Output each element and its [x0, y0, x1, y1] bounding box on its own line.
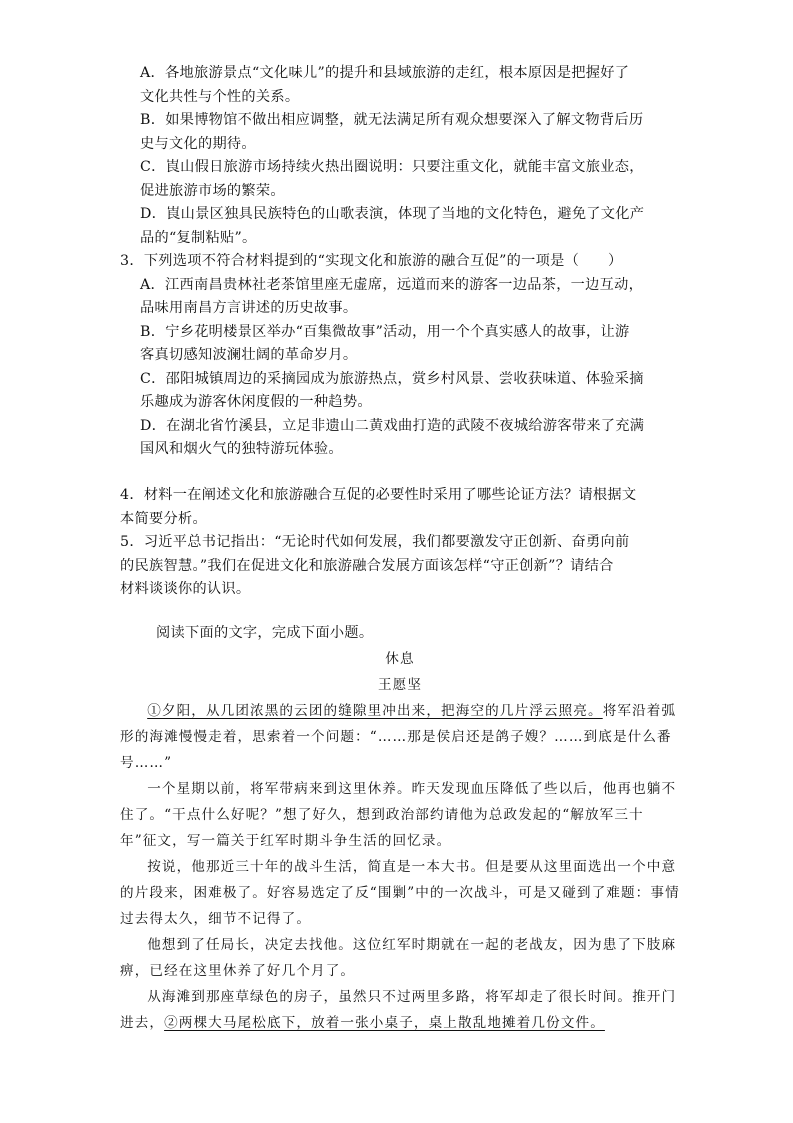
- option-line: C．崀山假日旅游市场持续火热出圈说明：只要注重文化，就能丰富文旅业态，: [140, 159, 644, 175]
- story-paragraph-2: 一个星期以前，将军带病来到这里休养。昨天发现血压降低了些以后，他再也躺不住了。“干点什么好呢？”想了好久，想到政治部约请他为总政发起的“解放军三十年”征文，写一篇关于红军时期斗争生活的回忆录。: [120, 781, 677, 849]
- question-5-text: [120, 531, 680, 602]
- option-line: B．如果博物馆不做出相应调整，就无法满足所有观众想要深入了解文物背后历: [140, 112, 644, 128]
- option-line: 史与文化的期待。: [140, 135, 256, 152]
- reading-intro-text: 阅读下面的文字，完成下面小题。: [156, 625, 374, 641]
- question-4: [120, 484, 680, 531]
- question-line: 本简要分析。: [120, 510, 207, 527]
- question-line: 4．材料一在阐述文化和旅游融合互促的必要性时采用了哪些论证方法？请根据文: [120, 487, 637, 503]
- story: [120, 646, 680, 1036]
- option-line: C．邵阳城镇周边的采摘园成为旅游热点，赏乡村风景、尝收获味道、体验采摘: [140, 370, 644, 387]
- reading-intro: [120, 622, 680, 646]
- option-b: [120, 109, 680, 156]
- option-line: 国风和烟火气的独特游玩体验。: [140, 441, 343, 457]
- option-a: [120, 274, 680, 321]
- option-line: 促进旅游市场的繁荣。: [140, 182, 285, 199]
- question-line: 材料谈谈你的认识。: [120, 581, 251, 597]
- question-4-text: [120, 484, 680, 531]
- story-text: 从海滩到那座草绿色的房子，虽然只不过两里多路，将军却走了很长时间。推开门进去，: [120, 989, 677, 1031]
- story-author: 王愿坚: [377, 677, 423, 693]
- story-paragraph-1: [120, 698, 680, 776]
- option-line: A．江西南昌贵林社老茶馆里座无虚席，远道而来的游客一边品茶，一边互动，: [140, 276, 644, 293]
- option-a: [120, 62, 680, 109]
- question-5: [120, 531, 680, 602]
- option-d: [120, 203, 680, 250]
- option-c: [120, 368, 680, 415]
- option-line: 乐趣成为游客休闲度假的一种趋势。: [140, 394, 372, 410]
- option-c: [120, 156, 680, 203]
- story-title: 休息: [385, 651, 415, 667]
- underlined-sentence-2: ②两棵大马尾松底下，放着一张小桌子，桌上散乱地摊着几份文件。: [164, 1015, 605, 1031]
- option-line: D．在湖北省竹溪县，立足非遗山二黄戏曲打造的武陵不夜城给游客带来了充满: [140, 417, 645, 434]
- option-b: [120, 321, 680, 368]
- option-line: B．宁乡花明楼景区举办“百集微故事”活动，用一个个真实感人的故事，让游: [140, 323, 630, 340]
- story-text: 将军沿着弧形的海滩慢慢走着，思索着一个问题：“……那是侯启还是鸽子嫂？……到底是什么番号……”: [120, 703, 677, 771]
- story-paragraph-5: [120, 984, 680, 1036]
- option-line: D．崀山景区独具民族特色的山歌表演，体现了当地的文化特色，避免了文化产: [140, 206, 645, 222]
- option-line: 品的“复制粘贴”。: [140, 229, 257, 246]
- question-3-stem: 3．下列选项不符合材料提到的“实现文化和旅游的融合互促”的一项是（ ）: [120, 253, 623, 269]
- question-line: 的民族智慧。”我们在促进文化和旅游融合发展方面该怎样“守正创新”？请结合: [120, 557, 614, 574]
- option-line: 品味用南昌方言讲述的历史故事。: [140, 300, 358, 316]
- option-d: [120, 415, 680, 462]
- option-line: 文化共性与个性的关系。: [140, 88, 300, 105]
- underlined-sentence-1: ①夕阳，从几团浓黑的云团的缝隙里冲出来，把海空的几片浮云照亮。: [147, 703, 603, 719]
- option-line: 客真切感知波澜壮阔的革命岁月。: [140, 347, 358, 363]
- option-line: A．各地旅游景点“文化味儿”的提升和县域旅游的走红，根本原因是把握好了: [140, 65, 630, 81]
- question-2-options: [120, 62, 680, 250]
- story-paragraph-4: 他想到了任局长，决定去找他。这位红军时期就在一起的老战友，因为患了下肢麻痹，已经在这里休养了好几个月了。: [120, 937, 677, 979]
- question-line: 5．习近平总书记指出：“无论时代如何发展，我们都要激发守正创新、奋勇向前: [120, 534, 630, 550]
- question-3: [120, 250, 680, 462]
- story-paragraph-3: 按说，他那近三十年的战斗生活，简直是一本大书。但是要从这里面选出一个中意的片段来，困难极了。好容易选定了反“围剿”中的一次战斗，可是又碰到了难题：事情过去得太久，细节不记得了。: [120, 859, 680, 927]
